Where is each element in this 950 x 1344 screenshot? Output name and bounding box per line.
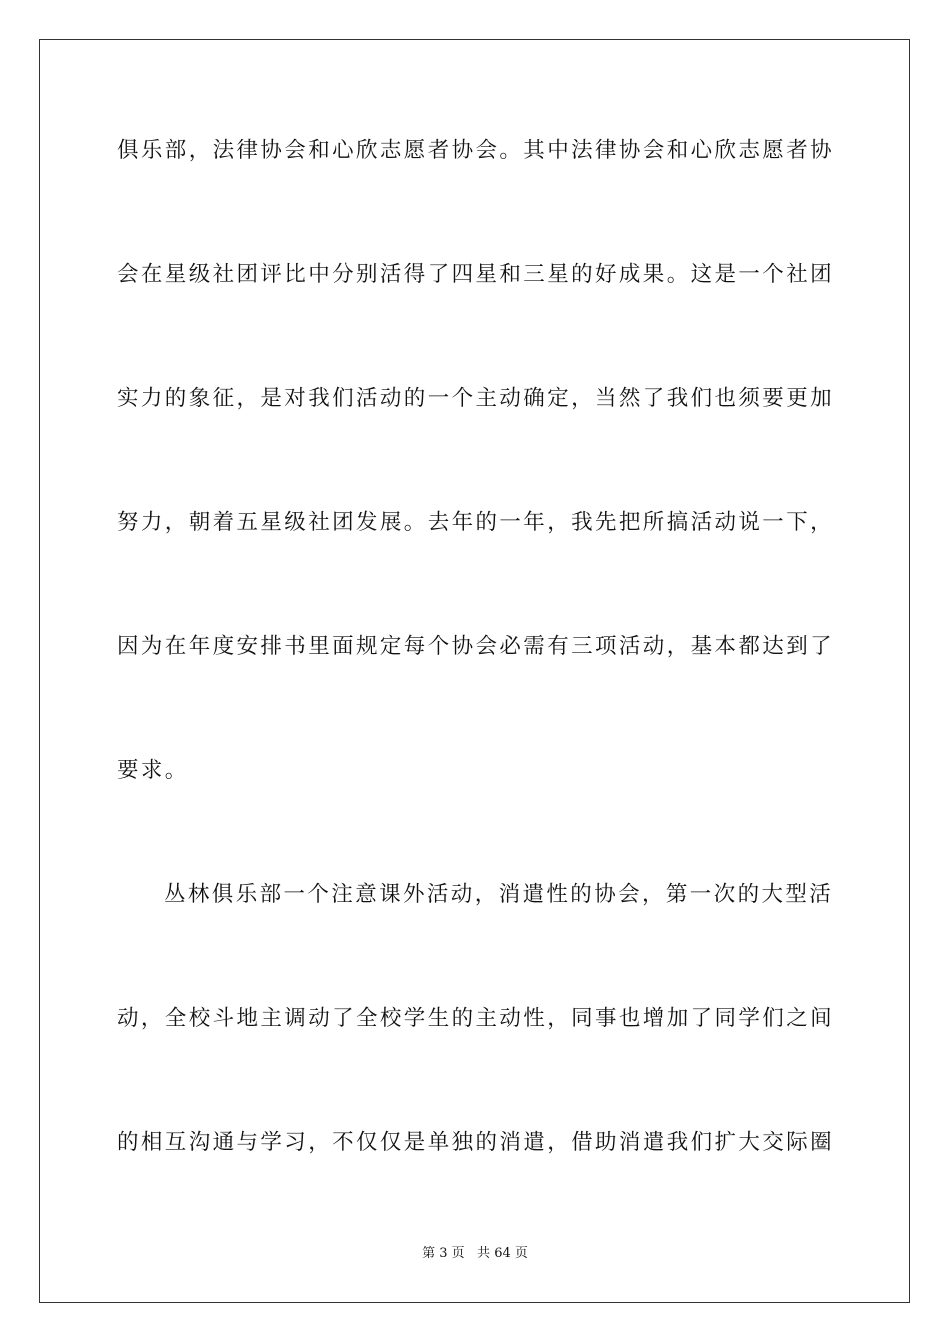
- body-text-line: 因为在年度安排书里面规定每个协会必需有三项活动，基本都达到了: [117, 634, 835, 659]
- body-text-line: 努力，朝着五星级社团发展。去年的一年，我先把所搞活动说一下，: [117, 510, 835, 535]
- page-number-footer: 第 3 页 共 64 页: [422, 1246, 528, 1261]
- body-text-line: 动，全校斗地主调动了全校学生的主动性，同事也增加了同学们之间: [117, 1006, 835, 1031]
- body-text-line: 要求。: [117, 758, 189, 783]
- page-border: [39, 39, 910, 1303]
- body-text-line: 实力的象征，是对我们活动的一个主动确定，当然了我们也须要更加: [117, 386, 835, 411]
- body-text-line: 俱乐部，法律协会和心欣志愿者协会。其中法律协会和心欣志愿者协: [117, 138, 835, 163]
- body-text-line: 的相互沟通与学习，不仅仅是单独的消遣，借助消遣我们扩大交际圈: [117, 1130, 835, 1155]
- paragraph-first-line: 丛林俱乐部一个注意课外活动，消遣性的协会，第一次的大型活: [164, 882, 834, 907]
- body-text-line: 会在星级社团评比中分别活得了四星和三星的好成果。这是一个社团: [117, 262, 835, 287]
